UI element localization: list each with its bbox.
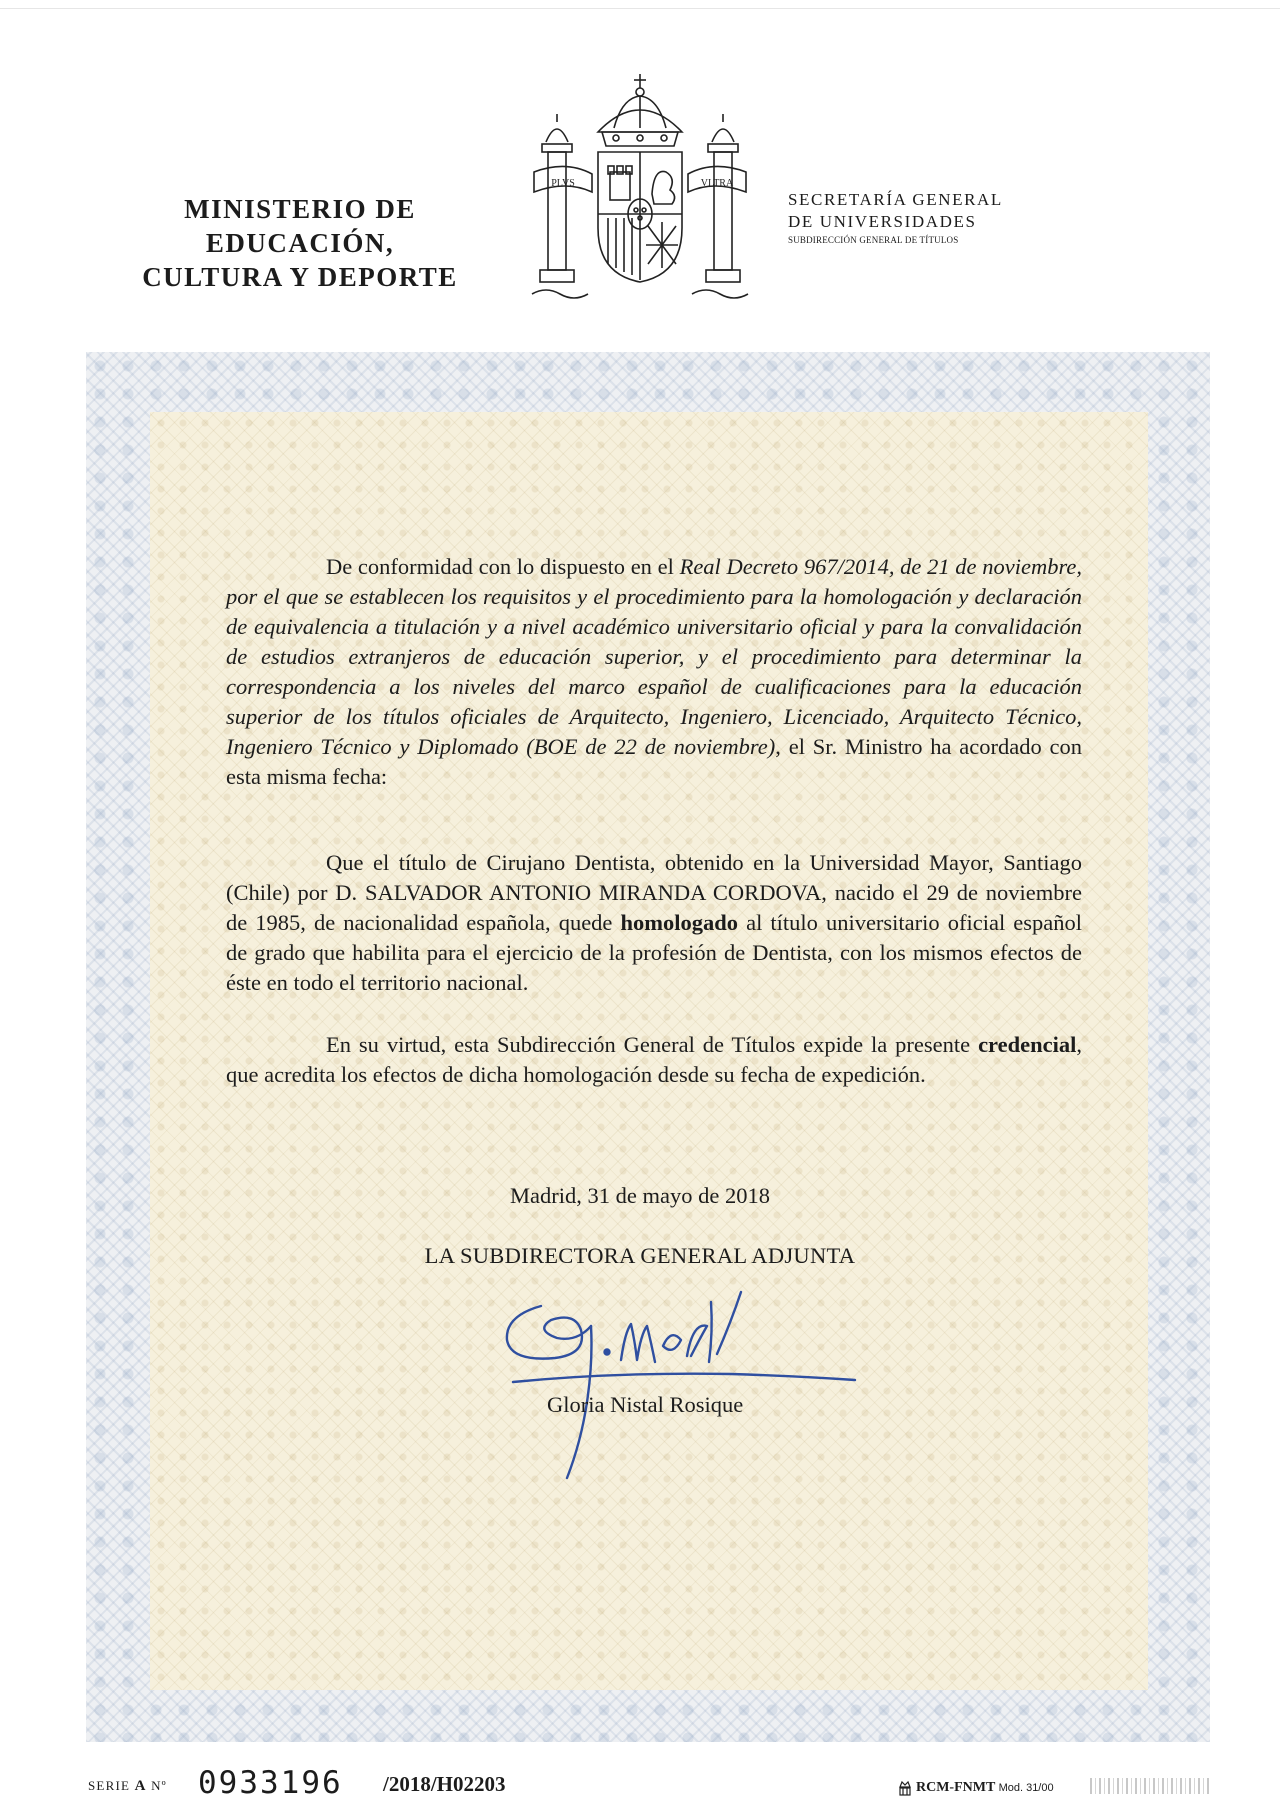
- place-and-date: Madrid, 31 de mayo de 2018: [510, 1183, 770, 1208]
- secretaria-line-1: SECRETARÍA GENERAL: [788, 190, 1003, 209]
- top-edge-line: [0, 8, 1280, 9]
- serie-number-label: Nº: [151, 1778, 167, 1793]
- p2-text-1: Que el título de Cirujano Dentista, obtenido en la Universidad Mayor, Santiago (Chile) por D. SALVADOR ANTONIO MIRANDA CORDOVA, nacido el 29 de noviembre de 1985, de nacionalidad española, quede: [226, 850, 1082, 935]
- rcm-text: RCM-FNMT: [916, 1780, 996, 1795]
- p2-text-3: al título universitario oficial español de grado que habilita para el ejercicio de la profesión de Dentista, con los mismos efectos de éste en todo el territorio nacional.: [226, 910, 1082, 995]
- p3-text-1: En su virtud, esta Subdirección General de Títulos expide la presente: [326, 1032, 979, 1057]
- rcm-fnmt-mark: [916, 1780, 1054, 1814]
- paragraph-credential: [226, 1030, 1082, 1090]
- ministry-heading: [90, 192, 510, 294]
- serial-number: 0933196: [198, 1765, 343, 1801]
- handwritten-signature: [495, 1282, 875, 1482]
- signer-title: LA SUBDIRECTORA GENERAL ADJUNTA: [424, 1243, 856, 1268]
- secretaria-line-3: SUBDIRECCIÓN GENERAL DE TÍTULOS: [788, 235, 959, 245]
- p1-text-decree: Real Decreto 967/2014, de 21 de noviembre, por el que se establecen los requisitos y el procedimiento para la homologación y declaración de equivalencia a titulación y a nivel académico universitario oficial y para la convalidación de estudios extranjeros de educación superior, y el procedimiento para determinar la correspondencia a los niveles del marco español de cualificaciones para la educación superior de los títulos oficiales de Arquitecto, Ingeniero, Licenciado, Arquitecto Técnico, Ingeniero Técnico y Diplomado (BOE de 22 de noviembre): [226, 554, 1083, 759]
- coat-motto-right: VLTRA: [700, 178, 734, 189]
- spain-coat-of-arms-icon: [526, 68, 754, 304]
- model-number: Mod. 31/00: [998, 1782, 1054, 1794]
- p3-text-credencial: credencial: [978, 1032, 1077, 1057]
- serie-label: [88, 1778, 167, 1812]
- paragraph-legal-basis: [226, 552, 1082, 792]
- ministry-line-2: CULTURA Y DEPORTE: [142, 262, 458, 292]
- secretaria-heading: [788, 189, 1068, 247]
- signer-name: Gloria Nistal Rosique: [547, 1392, 744, 1417]
- coat-motto-left: PLVS: [551, 178, 575, 189]
- serie-letter: A: [134, 1778, 147, 1794]
- crown-icon: [898, 1779, 912, 1797]
- expediente-number: /2018/H02203: [383, 1772, 506, 1796]
- p1-text-1: De conformidad con lo dispuesto en el: [326, 554, 680, 579]
- paragraph-homologation: [226, 848, 1082, 998]
- p1-text-3: , el Sr. Ministro ha acordado con esta misma fecha:: [226, 734, 1083, 789]
- ministry-line-1: MINISTERIO DE EDUCACIÓN,: [184, 194, 416, 258]
- p3-text-3: , que acredita los efectos de dicha homologación desde su fecha de expedición.: [226, 1032, 1082, 1087]
- security-barcode: [1090, 1778, 1210, 1794]
- secretaria-line-2: DE UNIVERSIDADES: [788, 212, 977, 231]
- p2-text-homologado: homologado: [620, 910, 739, 935]
- serie-label-text: SERIE: [88, 1778, 131, 1793]
